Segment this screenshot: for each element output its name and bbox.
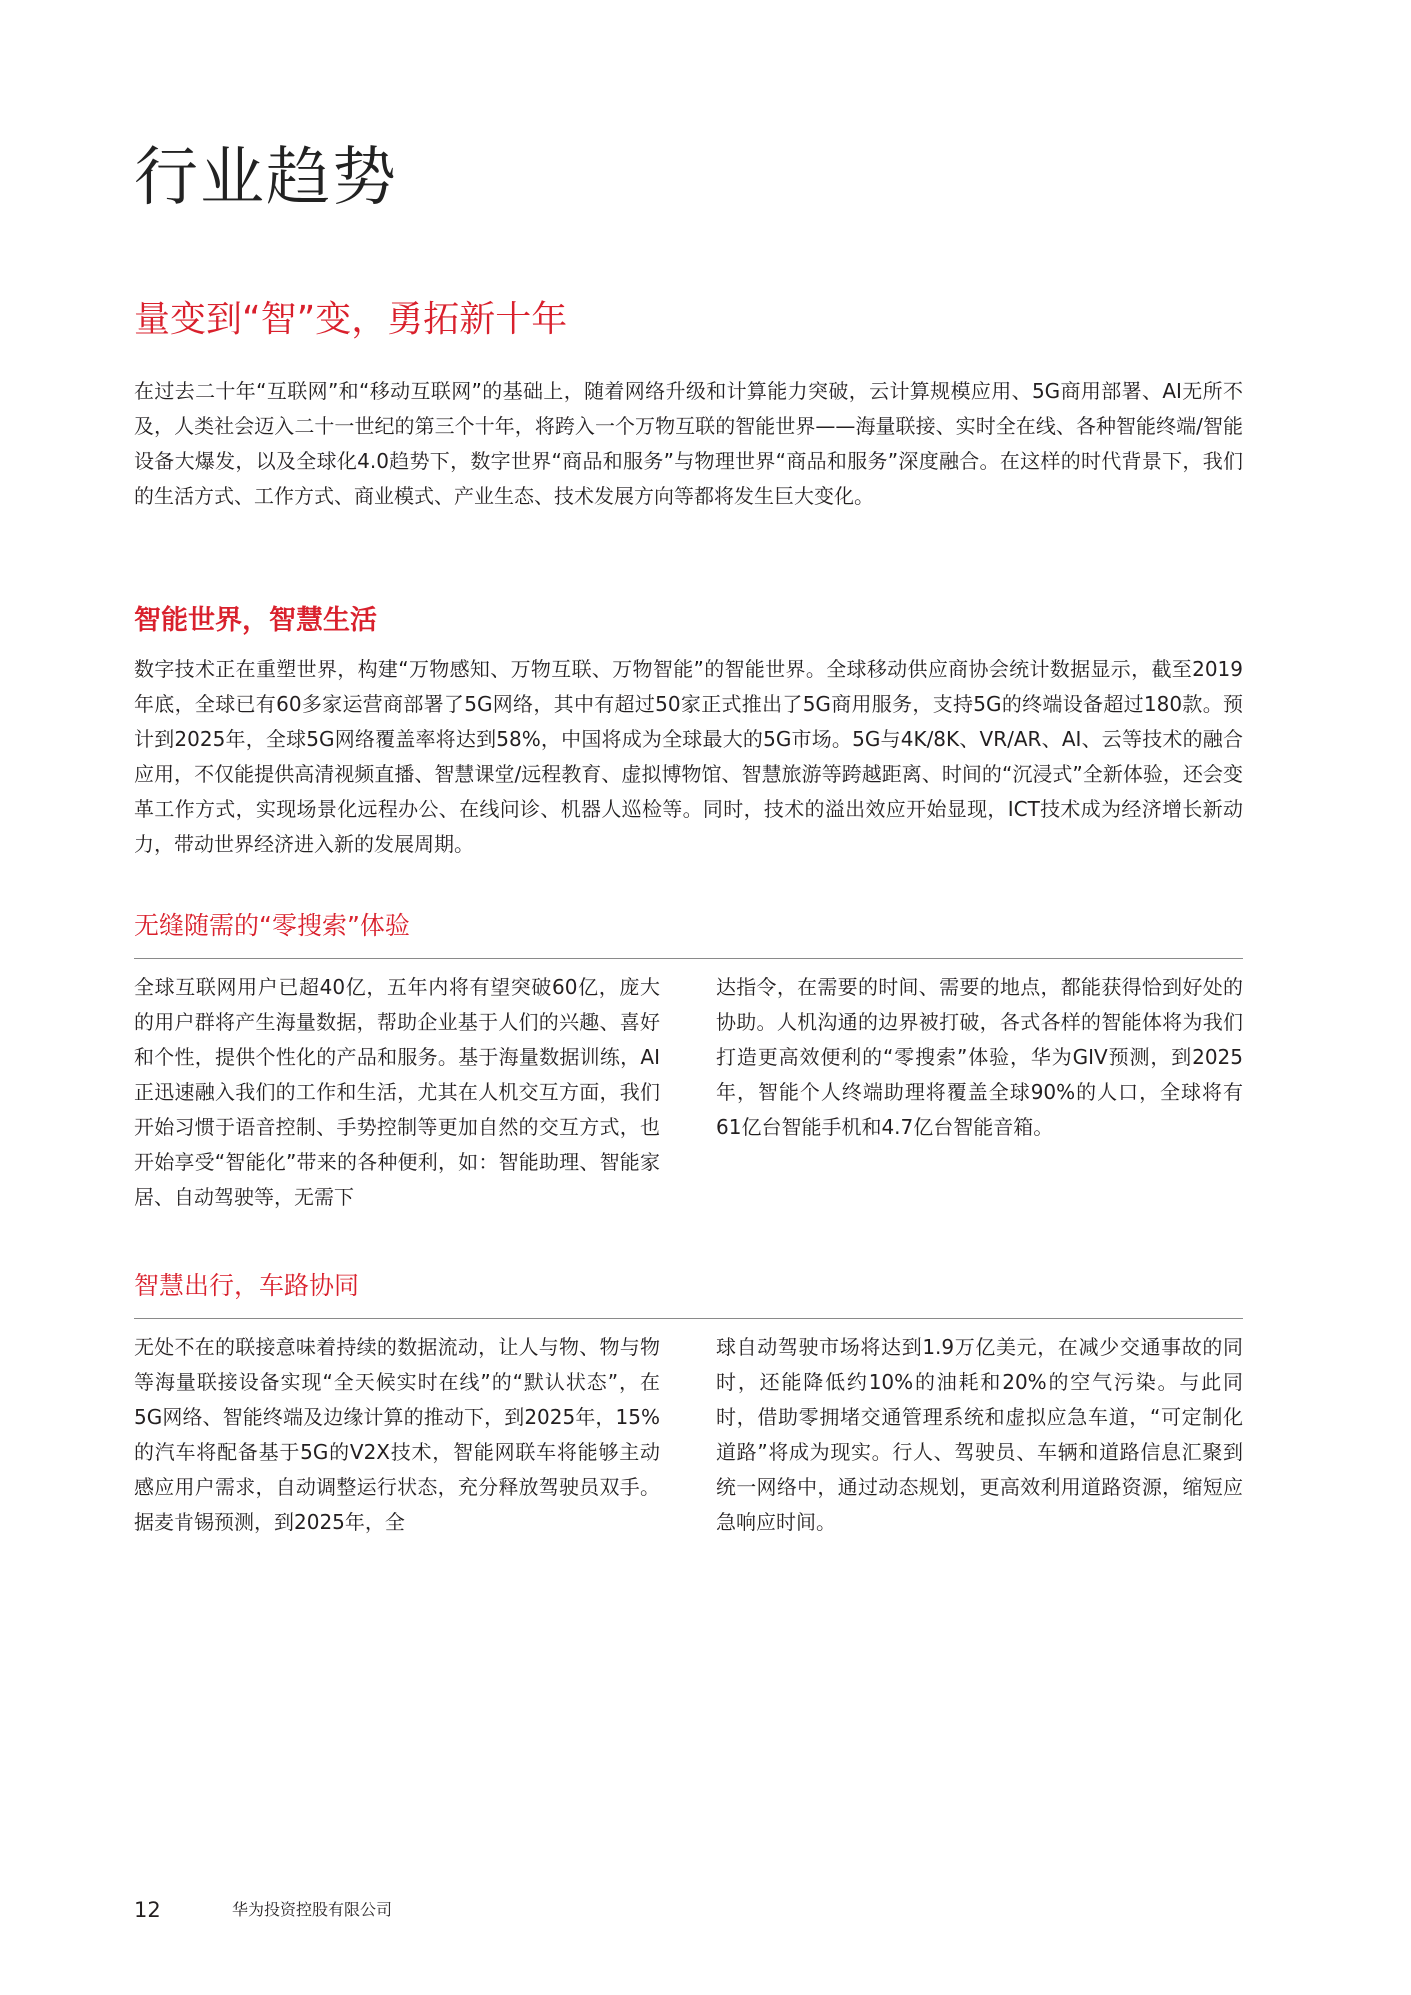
section-title: 量变到“智”变，勇拓新十年 — [134, 299, 568, 340]
topic-title-smart-mobility: 智慧出行，车路协同 — [134, 1271, 360, 1300]
intro-paragraph: 在过去二十年“互联网”和“移动互联网”的基础上，随着网络升级和计算能力突破，云计算规模应用、5G商用部署、AI无所不及，人类社会迈入二十一世纪的第三个十年，将跨入一个万物互联的智能世界——海量联接、实时全在线、各种智能终端/智能设备大爆发，以及全球化4.0趋势下，数字世界“商品和服务”与物理世界“商品和服务”深度融合。在这样的时代背景下，我们的生活方式、工作方式、商业模式、产业生态、技术发展方向等都将发生巨大变化。 — [134, 379, 1243, 508]
topic-smart-mobility-right-column: 球自动驾驶市场将达到1.9万亿美元，在减少交通事故的同时，还能降低约10%的油耗和20%的空气污染。与此同时，借助零拥堵交通管理系统和虚拟应急车道，“可定制化道路”将成为现实。行人、驾驶员、车辆和道路信息汇聚到统一网络中，通过动态规划，更高效利用道路资源，缩短应急响应时间。 — [716, 1335, 1243, 1534]
topic-smart-mobility-left-column: 无处不在的联接意味着持续的数据流动，让人与物、物与物等海量联接设备实现“全天候实时在线”的“默认状态”，在5G网络、智能终端及边缘计算的推动下，到2025年，15%的汽车将配备基于5G的V2X技术，智能网联车将能够主动感应用户需求，自动调整运行状态，充分释放驾驶员双手。据麦肯锡预测，到2025年，全 — [134, 1335, 660, 1534]
topic-zero-search-left-column: 全球互联网用户已超40亿，五年内将有望突破60亿，庞大的用户群将产生海量数据，帮助企业基于人们的兴趣、喜好和个性，提供个性化的产品和服务。基于海量数据训练，AI正迅速融入我们的工作和生活，尤其在人机交互方面，我们开始习惯于语音控制、手势控制等更加自然的交互方式，也开始享受“智能化”带来的各种便利，如：智能助理、智能家居、自动驾驶等，无需下 — [134, 975, 660, 1209]
subsection-title: 智能世界，智慧生活 — [134, 605, 377, 636]
topic-divider — [134, 958, 1243, 959]
page-number: 12 — [134, 1898, 161, 1922]
subsection-paragraph: 数字技术正在重塑世界，构建“万物感知、万物互联、万物智能”的智能世界。全球移动供应商协会统计数据显示，截至2019年底，全球已有60多家运营商部署了5G网络，其中有超过50家正式推出了5G商用服务，支持5G的终端设备超过180款。预计到2025年，全球5G网络覆盖率将达到58%，中国将成为全球最大的5G市场。5G与4K/8K、VR/AR、AI、云等技术的融合应用，不仅能提供高清视频直播、智慧课堂/远程教育、虚拟博物馆、智慧旅游等跨越距离、时间的“沉浸式”全新体验，还会变革工作方式，实现场景化远程办公、在线问诊、机器人巡检等。同时，技术的溢出效应开始显现，ICT技术成为经济增长新动力，带动世界经济进入新的发展周期。 — [134, 657, 1243, 856]
topic-zero-search-right-column: 达指令，在需要的时间、需要的地点，都能获得恰到好处的协助。人机沟通的边界被打破，各式各样的智能体将为我们打造更高效便利的“零搜索”体验，华为GIV预测，到2025年，智能个人终端助理将覆盖全球90%的人口，全球将有61亿台智能手机和4.7亿台智能音箱。 — [716, 975, 1243, 1139]
page-title: 行业趋势 — [134, 141, 398, 215]
topic-divider — [134, 1318, 1243, 1319]
footer-company-name: 华为投资控股有限公司 — [232, 1900, 393, 1919]
topic-title-zero-search: 无缝随需的“零搜索”体验 — [134, 911, 410, 940]
